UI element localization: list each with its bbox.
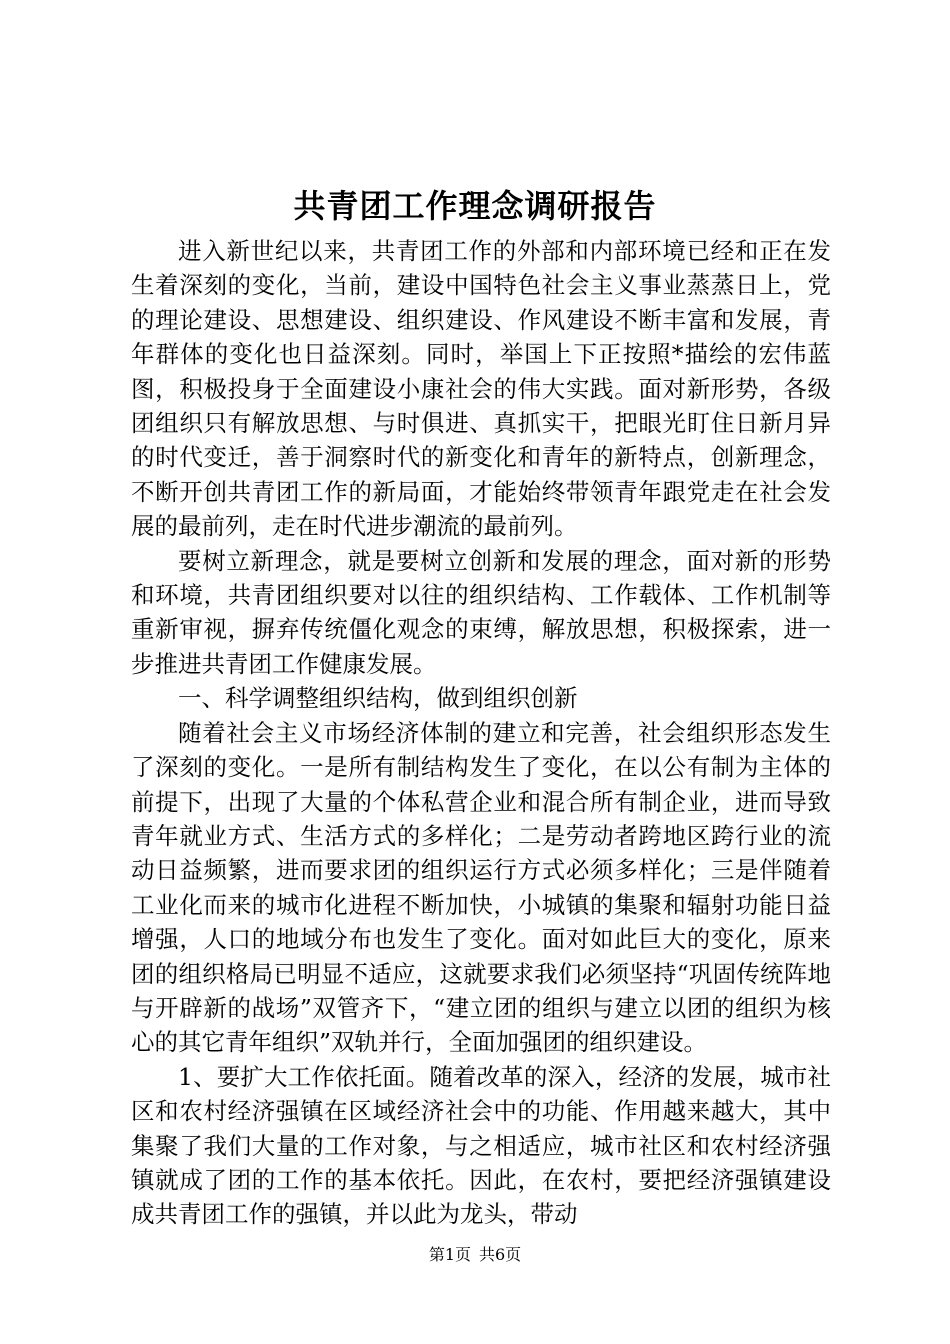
page-footer xyxy=(0,1244,950,1266)
paragraph-intro: 进入新世纪以来，共青团工作的外部和内部环境已经和正在发生着深刻的变化，当前，建设中国特色社会主义事业蒸蒸日上，党的理论建设、思想建设、组织建设、作风建设不断丰富和发展，青年群体的变化也日益深刻。同时，举国上下正按照*描绘的宏伟蓝图，积极投身于全面建设小康社会的伟大实践。面对新形势，各级团组织只有解放思想、与时俱进、真抓实干，把眼光盯住日新月异的时代变迁，善于洞察时代的新变化和青年的新特点，创新理念，不断开创共青团工作的新局面，才能始终带领青年跟党走在社会发展的最前列，走在时代进步潮流的最前列。 xyxy=(131,237,831,541)
document-title: 共青团工作理念调研报告 xyxy=(293,187,657,225)
paragraph-new-concept: 要树立新理念，就是要树立创新和发展的理念，面对新的形势和环境，共青团组织要对以往的组织结构、工作载体、工作机制等重新审视，摒弃传统僵化观念的束缚，解放思想，积极探索，进一步推进共青团工作健康发展。 xyxy=(131,546,831,678)
page-number: 第1页 xyxy=(428,1245,471,1264)
paragraph-org-structure: 随着社会主义市场经济体制的建立和完善，社会组织形态发生了深刻的变化。一是所有制结构发生了变化，在以公有制为主体的前提下，出现了大量的个体私营企业和混合所有制企业，进而导致青年就业方式、生活方式的多样化；二是劳动者跨地区跨行业的流动日益频繁，进而要求团的组织运行方式必须多样化；三是伴随着工业化而来的城市化进程不断加快，小城镇的集聚和辐射功能日益增强，人口的地域分布也发生了变化。面对如此巨大的变化，原来团的组织格局已明显不适应，这就要求我们必须坚持“巩固传统阵地与开辟新的战场”双管齐下，“建立团的组织与建立以团的组织为核心的其它青年组织”双轨并行，全面加强团的组织建设。 xyxy=(131,718,831,1057)
document-body xyxy=(131,234,831,1232)
paragraph-item-1: 1、要扩大工作依托面。随着改革的深入，经济的发展，城市社区和农村经济强镇在区域经济社会中的功能、作用越来越大，其中集聚了我们大量的工作对象，与之相适应，城市社区和农村经济强镇就成了团的工作的基本依托。因此，在农村，要把经济强镇建设成共青团工作的强镇，并以此为龙头，带动 xyxy=(131,1062,831,1229)
page-total: 共6页 xyxy=(479,1245,522,1264)
section-heading-1: 一、科学调整组织结构，做到组织创新 xyxy=(178,684,578,713)
